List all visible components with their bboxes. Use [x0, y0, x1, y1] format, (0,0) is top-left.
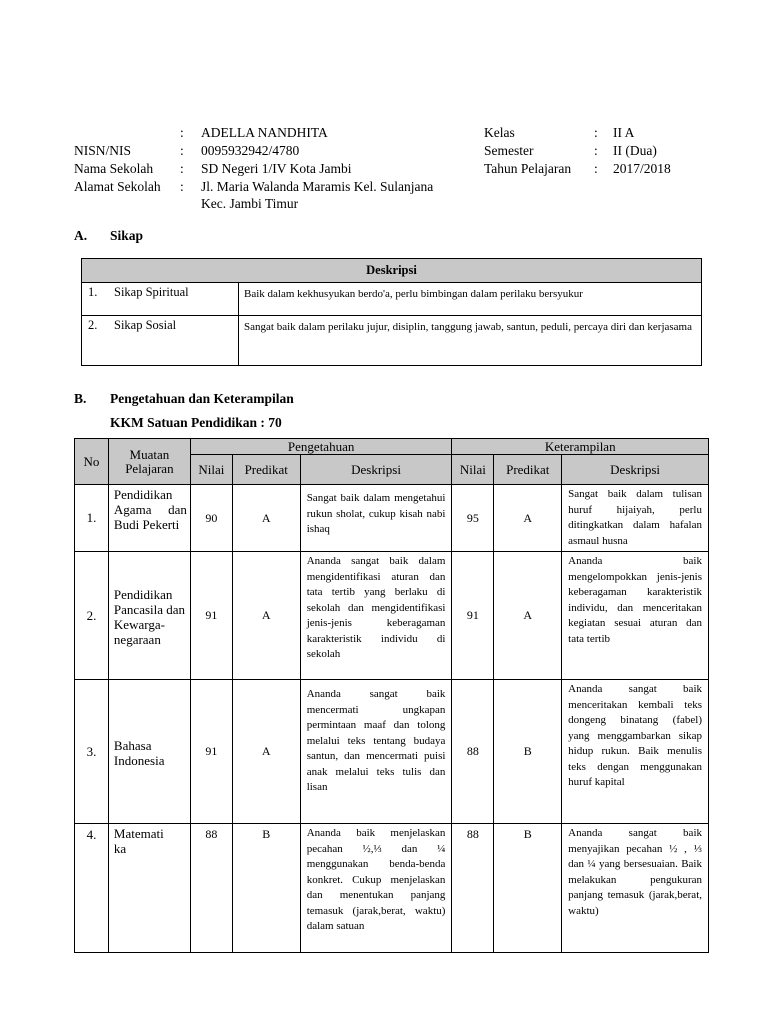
- nilai-table: [74, 438, 709, 953]
- section-b-letter: B.: [74, 391, 87, 406]
- row-muatan: Pendidikan Pancasila dan Kewarga-negaraan: [108, 552, 190, 680]
- row-k-desc: Ananda baik mengelompokkan jenis-jenis keberagaman karakteristik individu, dan menceritakan kegiatan sesuai aturan dan tata tertib: [562, 552, 709, 680]
- semester-sep: :: [594, 143, 598, 158]
- header-p-deskripsi: Deskripsi: [300, 455, 452, 485]
- row-p-desc: Ananda sangat baik dalam mengidentifikasi aturan dan tata tertib yang berlaku di sekolah dan mengidentifikasi jenis-jenis keberagaman karakteristik individu di sekolah: [300, 552, 452, 680]
- sikap-desc: Baik dalam kekhusyukan berdo'a, perlu bimbingan dalam perilaku bersyukur: [239, 283, 702, 316]
- address-sep: :: [180, 179, 184, 194]
- section-a-letter: A.: [74, 228, 88, 243]
- header-k-nilai: Nilai: [452, 455, 494, 485]
- table-row: [75, 680, 709, 824]
- row-p-predikat: A: [232, 552, 300, 680]
- row-p-predikat: A: [232, 485, 300, 552]
- row-no: 3.: [75, 680, 109, 824]
- semester-label: Semester: [484, 143, 534, 158]
- sikap-header: Deskripsi: [82, 259, 702, 283]
- row-p-desc: Ananda baik menjelaskan pecahan ½,⅓ dan ¼ menggunakan benda-benda konkret. Cukup menjelaskan dan menentukan panjang temasuk (jarak,berat, waktu) dalam satuan: [300, 824, 452, 953]
- row-p-nilai: 88: [190, 824, 232, 953]
- row-k-predikat: A: [494, 485, 562, 552]
- sikap-no: 2.: [82, 316, 111, 366]
- row-p-desc: Ananda sangat baik mencermati ungkapan permintaan maaf dan tolong melalui teks tentang budaya santun, dan mencermati puisi anak melalui teks tulis dan lisan: [300, 680, 452, 824]
- row-k-nilai: 91: [452, 552, 494, 680]
- school-label: Nama Sekolah: [74, 161, 154, 176]
- school-value: SD Negeri 1/IV Kota Jambi: [201, 161, 352, 176]
- sikap-name: Sikap Sosial: [110, 316, 239, 366]
- kelas-value: II A: [613, 125, 635, 140]
- tahun-label: Tahun Pelajaran: [484, 161, 572, 176]
- table-row: [75, 485, 709, 552]
- kelas-sep: :: [594, 125, 598, 140]
- tahun-sep: :: [594, 161, 598, 176]
- header-keterampilan: Keterampilan: [452, 439, 709, 455]
- row-p-nilai: 91: [190, 552, 232, 680]
- header-p-predikat: Predikat: [232, 455, 300, 485]
- row-p-predikat: A: [232, 680, 300, 824]
- sikap-no: 1.: [82, 283, 111, 316]
- table-row: [82, 316, 702, 366]
- sikap-name: Sikap Spiritual: [110, 283, 239, 316]
- row-k-desc: Ananda sangat baik menceritakan kembali teks dongeng binatang (fabel) yang menggambarkan sikap hidup rukun. Baik menulis teks dengan menggunakan huruf kapital: [562, 680, 709, 824]
- row-k-nilai: 95: [452, 485, 494, 552]
- row-k-predikat: B: [494, 680, 562, 824]
- table-row: [75, 552, 709, 680]
- row-k-nilai: 88: [452, 680, 494, 824]
- row-p-nilai: 91: [190, 680, 232, 824]
- row-muatan: Bahasa Indonesia: [108, 680, 190, 824]
- row-k-desc: Ananda sangat baik menyajikan pecahan ½ , ⅓ dan ¼ yang bersesuaian. Baik melakukan pengukuran panjang temasuk (jarak,berat, waktu): [562, 824, 709, 953]
- address-value-2: Kec. Jambi Timur: [201, 196, 299, 211]
- nisn-sep: :: [180, 143, 184, 158]
- section-a-title: Sikap: [110, 228, 144, 243]
- table-row: [75, 824, 709, 953]
- student-name: ADELLA NANDHITA: [201, 125, 328, 140]
- row-no: 2.: [75, 552, 109, 680]
- row-k-predikat: B: [494, 824, 562, 953]
- row-k-predikat: A: [494, 552, 562, 680]
- tahun-value: 2017/2018: [613, 161, 671, 176]
- nisn-label: NISN/NIS: [74, 143, 132, 158]
- nisn-value: 0095932942/4780: [201, 143, 300, 158]
- sikap-desc: Sangat baik dalam perilaku jujur, disiplin, tanggung jawab, santun, peduli, percaya diri dan kerjasama: [239, 316, 702, 366]
- school-sep: :: [180, 161, 184, 176]
- header-no: No: [75, 439, 109, 485]
- row-muatan: Pendidikan Agama dan Budi Pekerti: [108, 485, 190, 552]
- section-b-title: Pengetahuan dan Keterampilan: [110, 391, 294, 406]
- kelas-label: Kelas: [484, 125, 515, 140]
- row-p-desc: Sangat baik dalam mengetahui rukun sholat, cukup kisah nabi ishaq: [300, 485, 452, 552]
- kkm-label: KKM Satuan Pendidikan : 70: [110, 415, 282, 430]
- header-pengetahuan: Pengetahuan: [190, 439, 452, 455]
- header-p-nilai: Nilai: [190, 455, 232, 485]
- address-label: Alamat Sekolah: [74, 179, 161, 194]
- header-muatan: Muatan Pelajaran: [108, 439, 190, 485]
- semester-value: II (Dua): [613, 143, 657, 158]
- row-p-predikat: B: [232, 824, 300, 953]
- name-sep: :: [180, 125, 184, 140]
- row-no: 1.: [75, 485, 109, 552]
- header-k-deskripsi: Deskripsi: [562, 455, 709, 485]
- row-muatan: Matematika: [108, 824, 190, 953]
- row-no: 4.: [75, 824, 109, 953]
- row-p-nilai: 90: [190, 485, 232, 552]
- row-k-nilai: 88: [452, 824, 494, 953]
- sikap-table: [81, 258, 702, 366]
- table-row: [82, 283, 702, 316]
- row-k-desc: Sangat baik dalam tulisan huruf hijaiyah, perlu ditingkatkan dalam hafalan asmaul husna: [562, 485, 709, 552]
- address-value: Jl. Maria Walanda Maramis Kel. Sulanjana: [201, 179, 434, 194]
- header-k-predikat: Predikat: [494, 455, 562, 485]
